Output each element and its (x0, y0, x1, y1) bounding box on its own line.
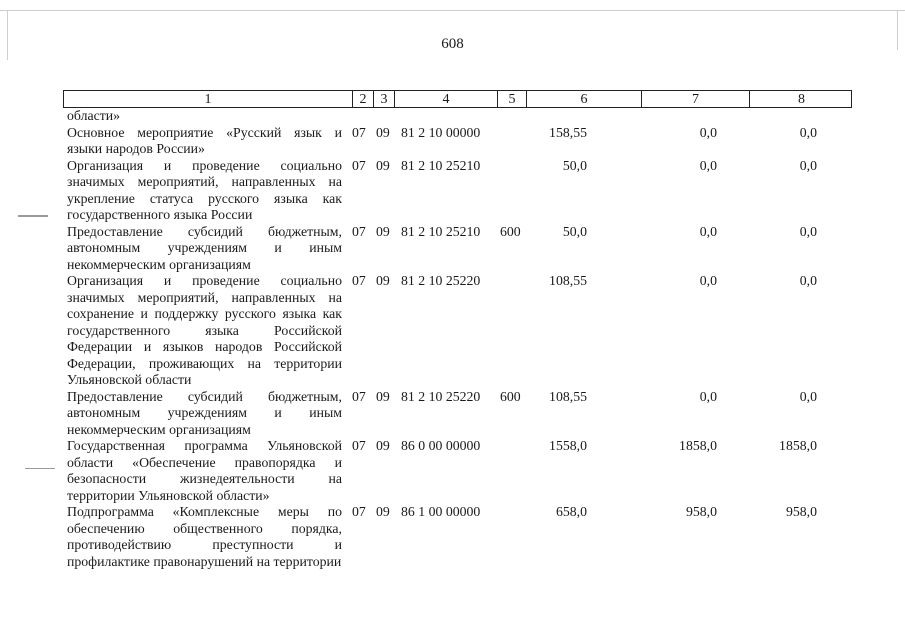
header-col-7: 7 (641, 91, 749, 107)
row-section: 07 (352, 388, 366, 404)
row-target-article: 81 2 10 25220 (401, 273, 481, 288)
table-body (67, 108, 857, 570)
row-subsection: 09 (376, 504, 390, 519)
table-row (67, 224, 857, 274)
row-amount-3: 1858,0 (779, 438, 817, 453)
row-amount-2: 0,0 (699, 124, 717, 140)
row-name: Предоставление субсидий бюджетным, автономным учреждениям и иным некоммерческим организациям (67, 388, 342, 437)
row-amount-1: 658,0 (555, 504, 587, 519)
table-row (67, 389, 857, 439)
scan-mark-left (18, 215, 48, 217)
row-section: 07 (352, 157, 366, 173)
header-col-6: 6 (526, 91, 641, 107)
header-col-8: 8 (749, 91, 853, 107)
row-section: 07 (352, 124, 366, 140)
row-subsection: 09 (376, 157, 390, 173)
row-section: 07 (352, 223, 366, 239)
table-row (67, 273, 857, 389)
table-header (63, 90, 852, 108)
header-col-5: 5 (497, 91, 526, 107)
row-name: Организация и проведение социально значимых мероприятий, направленных на укрепление статуса русского языка как государственного языка России (67, 157, 342, 222)
row-target-article: 81 2 10 25210 (401, 223, 481, 239)
row-amount-2: 0,0 (699, 223, 717, 239)
row-expense-type: 600 (500, 388, 521, 404)
row-amount-1: 108,55 (549, 273, 587, 288)
row-subsection: 09 (376, 438, 390, 453)
header-col-2: 2 (352, 91, 373, 107)
row-name: Государственная программа Ульяновской области «Обеспечение правопорядка и безопасности жизнедеятельности на территории Ульяновской области» (67, 438, 342, 503)
table-row (67, 158, 857, 224)
row-amount-2: 1858,0 (679, 438, 717, 453)
table-row (67, 108, 857, 125)
row-section: 07 (352, 438, 366, 453)
row-target-article: 81 2 10 00000 (401, 124, 481, 140)
row-amount-2: 0,0 (699, 273, 717, 288)
table-row (67, 125, 857, 158)
row-amount-3: 0,0 (799, 223, 817, 239)
row-amount-3: 0,0 (799, 157, 817, 173)
row-amount-1: 108,55 (549, 388, 587, 404)
page-number: 608 (441, 36, 464, 52)
row-target-article: 81 2 10 25210 (401, 157, 481, 173)
row-amount-2: 958,0 (685, 504, 717, 519)
row-expense-type: 600 (500, 223, 521, 239)
header-col-1: 1 (204, 92, 212, 107)
header-col-3: 3 (373, 91, 394, 107)
row-name: области» (67, 108, 121, 123)
row-target-article: 86 0 00 00000 (401, 438, 481, 453)
row-name: Подпрограмма «Комплексные меры по обеспечению общественного порядка, противодействию преступности и профилактике правонарушений на территории (67, 504, 342, 569)
row-amount-3: 958,0 (785, 504, 817, 519)
row-subsection: 09 (376, 223, 390, 239)
header-col-4: 4 (394, 91, 497, 107)
row-amount-2: 0,0 (699, 157, 717, 173)
table-row (67, 504, 857, 570)
row-section: 07 (352, 504, 366, 519)
row-target-article: 86 1 00 00000 (401, 504, 481, 519)
row-amount-3: 0,0 (799, 273, 817, 288)
row-amount-1: 158,55 (549, 124, 587, 140)
row-target-article: 81 2 10 25220 (401, 388, 481, 404)
row-amount-1: 1558,0 (549, 438, 587, 453)
scan-border-top (0, 10, 905, 11)
row-amount-1: 50,0 (562, 223, 587, 239)
row-subsection: 09 (376, 388, 390, 404)
row-amount-1: 50,0 (562, 157, 587, 173)
row-name: Основное мероприятие «Русский язык и языки народов России» (67, 124, 342, 156)
row-section: 07 (352, 273, 366, 288)
row-amount-2: 0,0 (699, 388, 717, 404)
row-subsection: 09 (376, 273, 390, 288)
table-row (67, 438, 857, 504)
row-amount-3: 0,0 (799, 124, 817, 140)
row-name: Предоставление субсидий бюджетным, автономным учреждениям и иным некоммерческим организациям (67, 223, 342, 272)
row-name: Организация и проведение социально значимых мероприятий, направленных на сохранение и поддержку русского языка как государственного языка Российской Федерации и языков народов Российской Федерации, проживающих на территории Ульяновской области (67, 273, 342, 387)
scan-mark-left-2 (25, 468, 55, 469)
row-amount-3: 0,0 (799, 388, 817, 404)
row-subsection: 09 (376, 124, 390, 140)
